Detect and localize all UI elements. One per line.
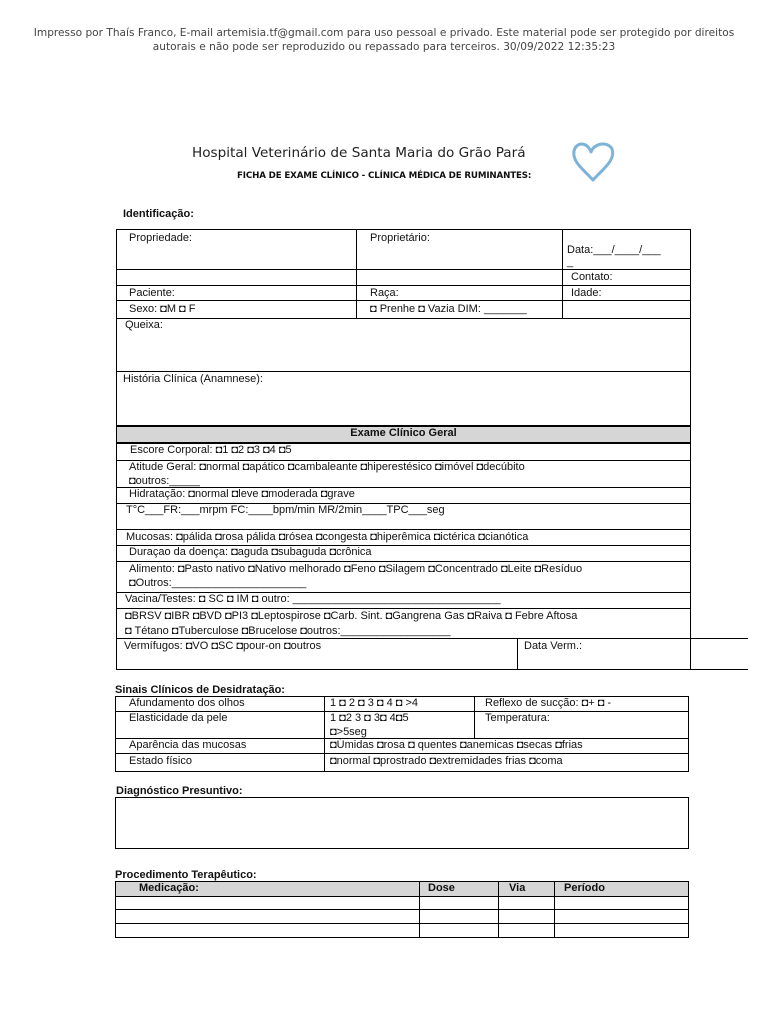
hidratacao-options: Hidratação: ◘normal ◘leve ◘moderada ◘grave [129, 488, 355, 500]
proprietario-label: Proprietário: [370, 232, 430, 244]
reflexo-options: Reflexo de sucção: ◘+ ◘ - [485, 697, 612, 709]
mucosas-options: Mucosas: ◘pálida ◘rosa pálida ◘rósea ◘congesta ◘hiperêmica ◘ictérica ◘cianótica [126, 531, 529, 543]
temperatura-label: Temperatura: [485, 712, 550, 724]
doencas-options: ◘BRSV ◘IBR ◘BVD ◘PI3 ◘Leptospirose ◘Carb. Sint. ◘Gangrena Gas ◘Raiva ◘ Febre Aftosa [125, 610, 578, 622]
notice-line-2: autorais e não pode ser reproduzido ou repassado para terceiros. 30/09/2022 12:35:23 [152, 40, 616, 53]
col-via: Via [509, 882, 526, 894]
contato-label: Contato: [571, 271, 613, 283]
diagnostico-title: Diagnóstico Presuntivo: [116, 785, 243, 797]
aparencia-label: Aparência das mucosas [129, 739, 247, 751]
vermifugos-options: Vermífugos: ◘VO ◘SC ◘pour-on ◘outros [124, 640, 322, 652]
idade-label: Idade: [571, 287, 602, 299]
duracao-options: Duraçao da doença: ◘aguda ◘subaguda ◘crônica [129, 546, 372, 558]
afundamento-options: 1 ◘ 2 ◘ 3 ◘ 4 ◘ >4 [330, 697, 419, 709]
data-field-cont: _ [567, 256, 574, 268]
vitais-fields: T°C___FR:___mrpm FC:____bpm/min MR/2min____TPC___seg [126, 504, 445, 516]
elasticidade-label: Elasticidade da pele [129, 712, 228, 724]
form-title: FICHA DE EXAME CLÍNICO - CLÍNICA MÉDICA DE RUMINANTES: [237, 171, 532, 181]
procedimento-title: Procedimento Terapêutico: [115, 869, 257, 881]
exame-title: Exame Clínico Geral [350, 427, 457, 439]
heart-icon [566, 136, 620, 191]
elasticidade-options: 1 ◘2 3 ◘ 3◘ 4◘5 [330, 712, 409, 724]
elasticidade-options-2: ◘>5seg [330, 726, 367, 738]
col-dose: Dose [428, 882, 455, 894]
raca-label: Raça: [370, 287, 399, 299]
estado-options: ◘normal ◘prostrado ◘extremidades frias ◘coma [330, 755, 563, 767]
data-field: Data:___/____/___ [567, 244, 661, 256]
propriedade-label: Propriedade: [129, 232, 192, 244]
atitude-options: Atitude Geral: ◘normal ◘apático ◘cambaleante ◘hiperestésico ◘imóvel ◘decúbito [129, 461, 525, 473]
notice-line-1: Impresso por Thaís Franco, E-mail artemisia.tf@gmail.com para uso pessoal e privado. Este material pode ser protegido por direitos [33, 27, 735, 39]
paciente-label: Paciente: [129, 287, 175, 299]
aparencia-options: ◘Úmidas ◘rosa ◘ quentes ◘anemicas ◘secas ◘frias [330, 739, 583, 751]
sexo-options: Sexo: ◘M ◘ F [129, 303, 196, 315]
estado-label: Estado físico [129, 755, 192, 767]
queixa-label: Queixa: [125, 319, 163, 331]
copyright-notice [30, 27, 738, 54]
identificacao-title: Identificação: [123, 208, 194, 220]
diagnostico-field[interactable] [115, 797, 689, 849]
alimento-outros: ◘Outros:______________________ [129, 577, 307, 589]
hospital-name: Hospital Veterinário de Santa Maria do Grão Pará [192, 145, 526, 161]
vacina-options: Vacina/Testes: ◘ SC ◘ IM ◘ outro: __________________________________ [125, 593, 501, 605]
alimento-options: Alimento: ◘Pasto nativo ◘Nativo melhorado ◘Feno ◘Silagem ◘Concentrado ◘Leite ◘Resíduo [129, 563, 583, 575]
col-medicacao: Medicação: [139, 882, 199, 894]
prenhe-options: ◘ Prenhe ◘ Vazia DIM: _______ [370, 303, 527, 315]
data-verm-label: Data Verm.: [524, 640, 583, 652]
escore-options: Escore Corporal: ◘1 ◘2 ◘3 ◘4 ◘5 [130, 444, 292, 456]
col-periodo: Período [564, 882, 605, 894]
historia-label: História Clínica (Anamnese): [123, 373, 263, 385]
atitude-outros: ◘outros:_____ [129, 475, 200, 487]
doencas-outros: ◘ Tétano ◘Tuberculose ◘Brucelose ◘outros:__________________ [125, 625, 451, 637]
afundamento-label: Afundamento dos olhos [129, 697, 245, 709]
desidratacao-title: Sinais Clínicos de Desidratação: [115, 684, 285, 696]
